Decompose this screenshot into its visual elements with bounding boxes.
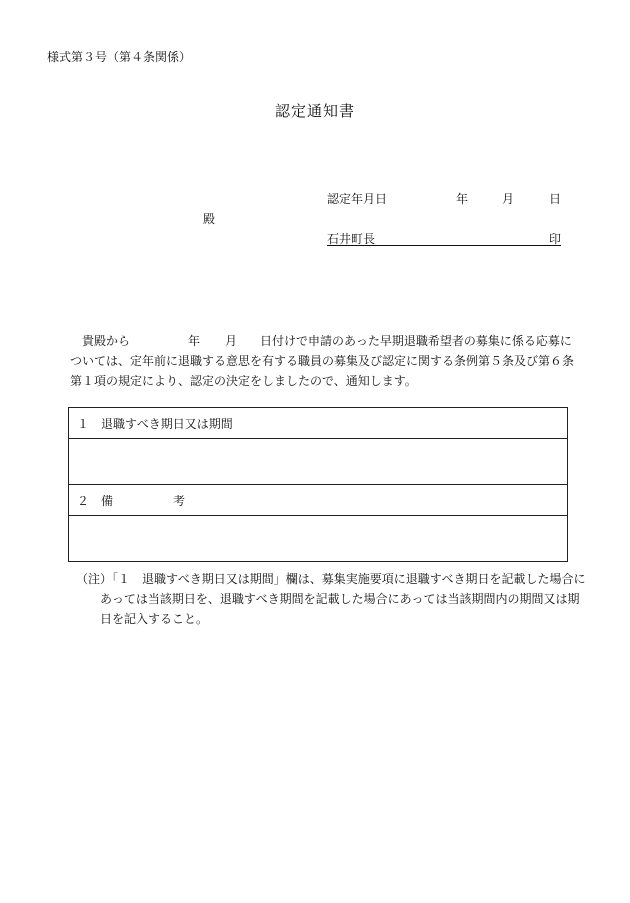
notice-body	[70, 331, 575, 391]
form-number: 様式第３号（第４条関係）	[47, 50, 192, 64]
body-line-2: ついては、定年前に退職する意思を有する職員の募集及び認定に関する条例第５条及び第６条	[70, 354, 575, 368]
remarks-field[interactable]	[69, 516, 568, 562]
date-month-label: 月	[502, 192, 515, 206]
body-line-1-year: 年	[188, 334, 201, 348]
body-line-1	[70, 331, 570, 351]
document-title: 認定通知書	[274, 102, 355, 120]
body-line-1-rest: 日付けで申請のあった早期退職希望者の募集に係る応募に	[260, 334, 572, 348]
footnote-line-3: 日を記入すること。	[100, 612, 209, 626]
retirement-date-header: １ 退職すべき期日又は期間	[69, 408, 568, 439]
details-table	[68, 407, 568, 562]
date-day-label: 日	[549, 192, 562, 206]
body-line-1-month: 月	[225, 334, 238, 348]
footnote	[76, 569, 586, 629]
retirement-date-field[interactable]	[69, 439, 568, 485]
date-year-label: 年	[456, 192, 469, 206]
signatory-line	[327, 229, 561, 246]
certification-date-label: 認定年月日	[327, 192, 388, 206]
footnote-line-2: あっては当該期日を、退職すべき期間を記載した場合にあっては当該期間内の期間又は期	[100, 592, 580, 606]
footnote-line-1: （注）「１ 退職すべき期日又は期間」欄は、募集実施要項に退職すべき期日を記載した場合に	[76, 572, 586, 586]
addressee-honorific: 殿	[203, 212, 216, 226]
remarks-header: ２ 備 考	[69, 485, 568, 516]
body-line-3: 第１項の規定により、認定の決定をしましたので、通知します。	[70, 374, 417, 388]
seal-mark: 印	[548, 232, 561, 246]
signatory-name: 石井町長	[327, 232, 376, 246]
body-line-1-prefix: 貴殿から	[82, 334, 131, 348]
